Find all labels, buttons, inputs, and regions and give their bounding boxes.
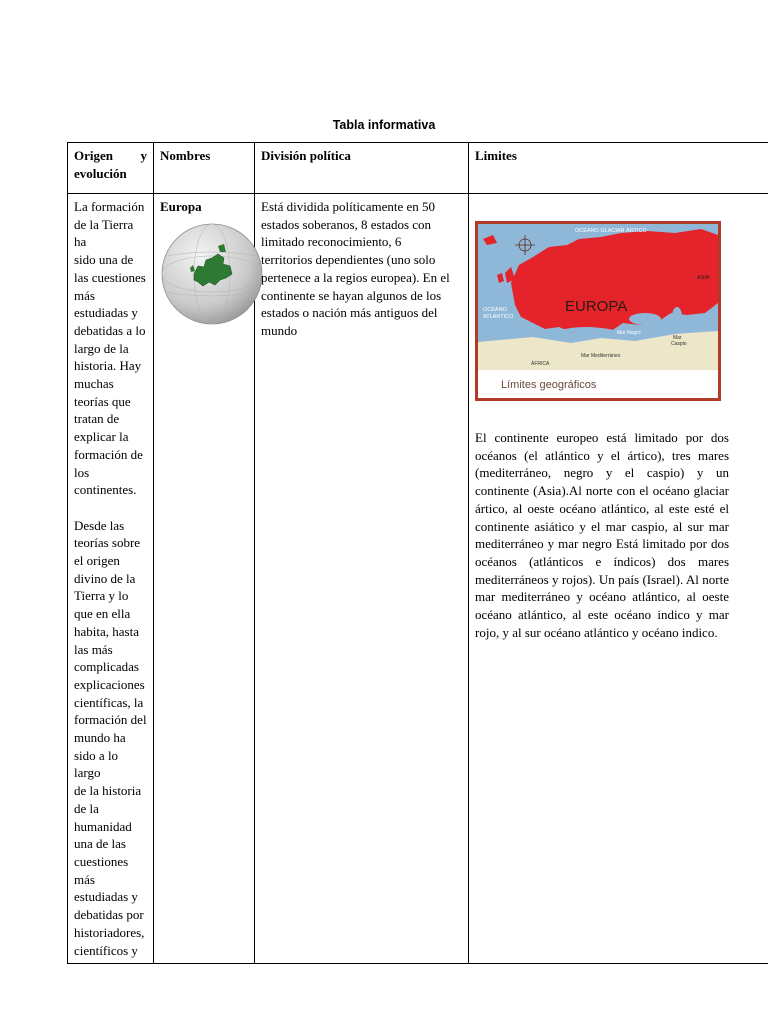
origin-text-line: una de las bbox=[74, 836, 126, 852]
origin-text-line: sido a lo largo bbox=[74, 747, 119, 781]
origin-text-line: de la Tierra ha bbox=[74, 216, 134, 250]
map-label-africa: ÁFRICA bbox=[531, 361, 550, 367]
origin-text-line: humanidad bbox=[74, 818, 132, 834]
origin-text-line: mundo ha bbox=[74, 730, 126, 746]
origin-paragraph-2 bbox=[74, 517, 147, 960]
origin-text-line: historiadores, bbox=[74, 924, 145, 940]
origin-text-line: que en ella bbox=[74, 606, 131, 622]
division-text-line: continente se hayan algunos de los bbox=[261, 287, 442, 303]
origin-cell bbox=[68, 194, 154, 964]
map-label-atlantic-1: OCÉANO bbox=[483, 307, 507, 313]
continent-name: Europa bbox=[160, 199, 202, 214]
origin-text-line: continentes. bbox=[74, 482, 137, 498]
origin-text-line: teorías que bbox=[74, 393, 131, 409]
header-evolution-word: evolución bbox=[74, 165, 127, 181]
origin-text-line: explicaciones bbox=[74, 676, 145, 692]
map-label-mar-negro: Mar Negro bbox=[617, 330, 641, 336]
origin-text-line: de la historia bbox=[74, 783, 142, 799]
origin-text-line: más bbox=[74, 871, 95, 887]
origin-paragraph-1 bbox=[74, 198, 147, 499]
origin-text-line: largo de la bbox=[74, 340, 129, 356]
division-text-line: Está dividida políticamente en 50 bbox=[261, 199, 436, 214]
origin-text-line: de la bbox=[74, 800, 99, 816]
division-text-line: estados o nación más antiguos del bbox=[261, 305, 438, 321]
table-row bbox=[68, 194, 768, 964]
header-origin-word: Origen bbox=[74, 148, 113, 163]
header-names: Nombres bbox=[154, 143, 255, 194]
europe-map-image bbox=[475, 221, 721, 401]
division-text-line: territorios dependientes (uno solo bbox=[261, 252, 436, 268]
info-table bbox=[67, 142, 768, 964]
map-label-mar-caspio-1: Mar bbox=[673, 335, 682, 341]
map-label-mar-caspio-2: Caspio bbox=[671, 341, 687, 347]
names-cell bbox=[154, 194, 255, 964]
origin-text-line: debatidas por bbox=[74, 907, 144, 923]
header-origin-y: y bbox=[140, 148, 147, 163]
map-label-atlantic-2: ATLÁNTICO bbox=[483, 314, 514, 320]
map-label-europa: EUROPA bbox=[565, 298, 628, 315]
division-text-line: limitado reconocimiento, 6 bbox=[261, 234, 402, 250]
origin-text-line: las cuestiones bbox=[74, 269, 146, 285]
map-label-mar-med: Mar Mediterráneo bbox=[581, 353, 621, 359]
origin-text-line: habita, hasta bbox=[74, 623, 139, 639]
origin-text-line: La formación bbox=[74, 199, 145, 214]
division-text bbox=[261, 198, 462, 340]
map-label-glacial: OCÉANO GLACIAR ÁRTICO bbox=[575, 228, 647, 234]
origin-text-line: Tierra y lo bbox=[74, 588, 129, 604]
map-caption: Límites geográficos bbox=[501, 379, 597, 391]
origin-text-line: sido una de bbox=[74, 252, 134, 268]
origin-text-line: formación de bbox=[74, 446, 143, 462]
origin-text-line: científicos y bbox=[74, 942, 138, 958]
origin-text-line: el origen bbox=[74, 553, 120, 569]
division-text-line: pertenece a la regios europea). En el bbox=[261, 269, 450, 285]
origin-text-line: los bbox=[74, 464, 90, 480]
header-origin bbox=[68, 143, 154, 194]
origin-text-line: estudiadas y bbox=[74, 889, 138, 905]
origin-text-line: científicas, la bbox=[74, 694, 144, 710]
page-title: Tabla informativa bbox=[332, 118, 436, 132]
limits-cell bbox=[469, 194, 768, 964]
origin-text-line: complicadas bbox=[74, 659, 139, 675]
origin-text-line: estudiadas y bbox=[74, 305, 138, 321]
origin-text-line: teorías sobre bbox=[74, 535, 141, 551]
division-text-line: estados soberanos, 8 estados con bbox=[261, 216, 432, 232]
division-text-line: mundo bbox=[261, 322, 298, 338]
origin-text-line: debatidas a lo bbox=[74, 322, 146, 338]
origin-text-line: historia. Hay bbox=[74, 358, 142, 374]
origin-text-line: muchas bbox=[74, 376, 114, 392]
origin-text-line: explicar la bbox=[74, 429, 129, 445]
header-limits: Limites bbox=[469, 143, 768, 194]
origin-text-line: más bbox=[74, 287, 95, 303]
globe-image bbox=[160, 222, 264, 326]
header-division: División política bbox=[255, 143, 469, 194]
origin-text-line: cuestiones bbox=[74, 854, 129, 869]
origin-text-line: las más bbox=[74, 641, 113, 657]
table-header-row bbox=[68, 143, 768, 194]
division-cell bbox=[255, 194, 469, 964]
map-label-asia: ASIA bbox=[697, 275, 710, 281]
origin-text-line: Desde las bbox=[74, 517, 125, 533]
origin-text-line: tratan de bbox=[74, 411, 120, 427]
origin-text-line: divino de la bbox=[74, 570, 136, 586]
limits-text: El continente europeo está limitado por dos océanos (el atlántico y el ártico), tres mares (mediterráneo, negro y el caspio) y un continente (Asia).Al norte con el océano glaciar ártico, al oeste océano atlántico, al este esté el continente asiático y el mar caspio, al sur mar mediterráneo y mar negro Está limitado por dos océanos (atlánticos e índicos) dos mares mediterráneos y rojos). Un país (Israel). Al norte mar mediterráneo y océano atlántico, al oeste océano atlántico, al este océano indico y mar rojo, y al sur océano atlántico y océano indico. bbox=[475, 430, 729, 640]
origin-text-line: formación del bbox=[74, 712, 147, 728]
